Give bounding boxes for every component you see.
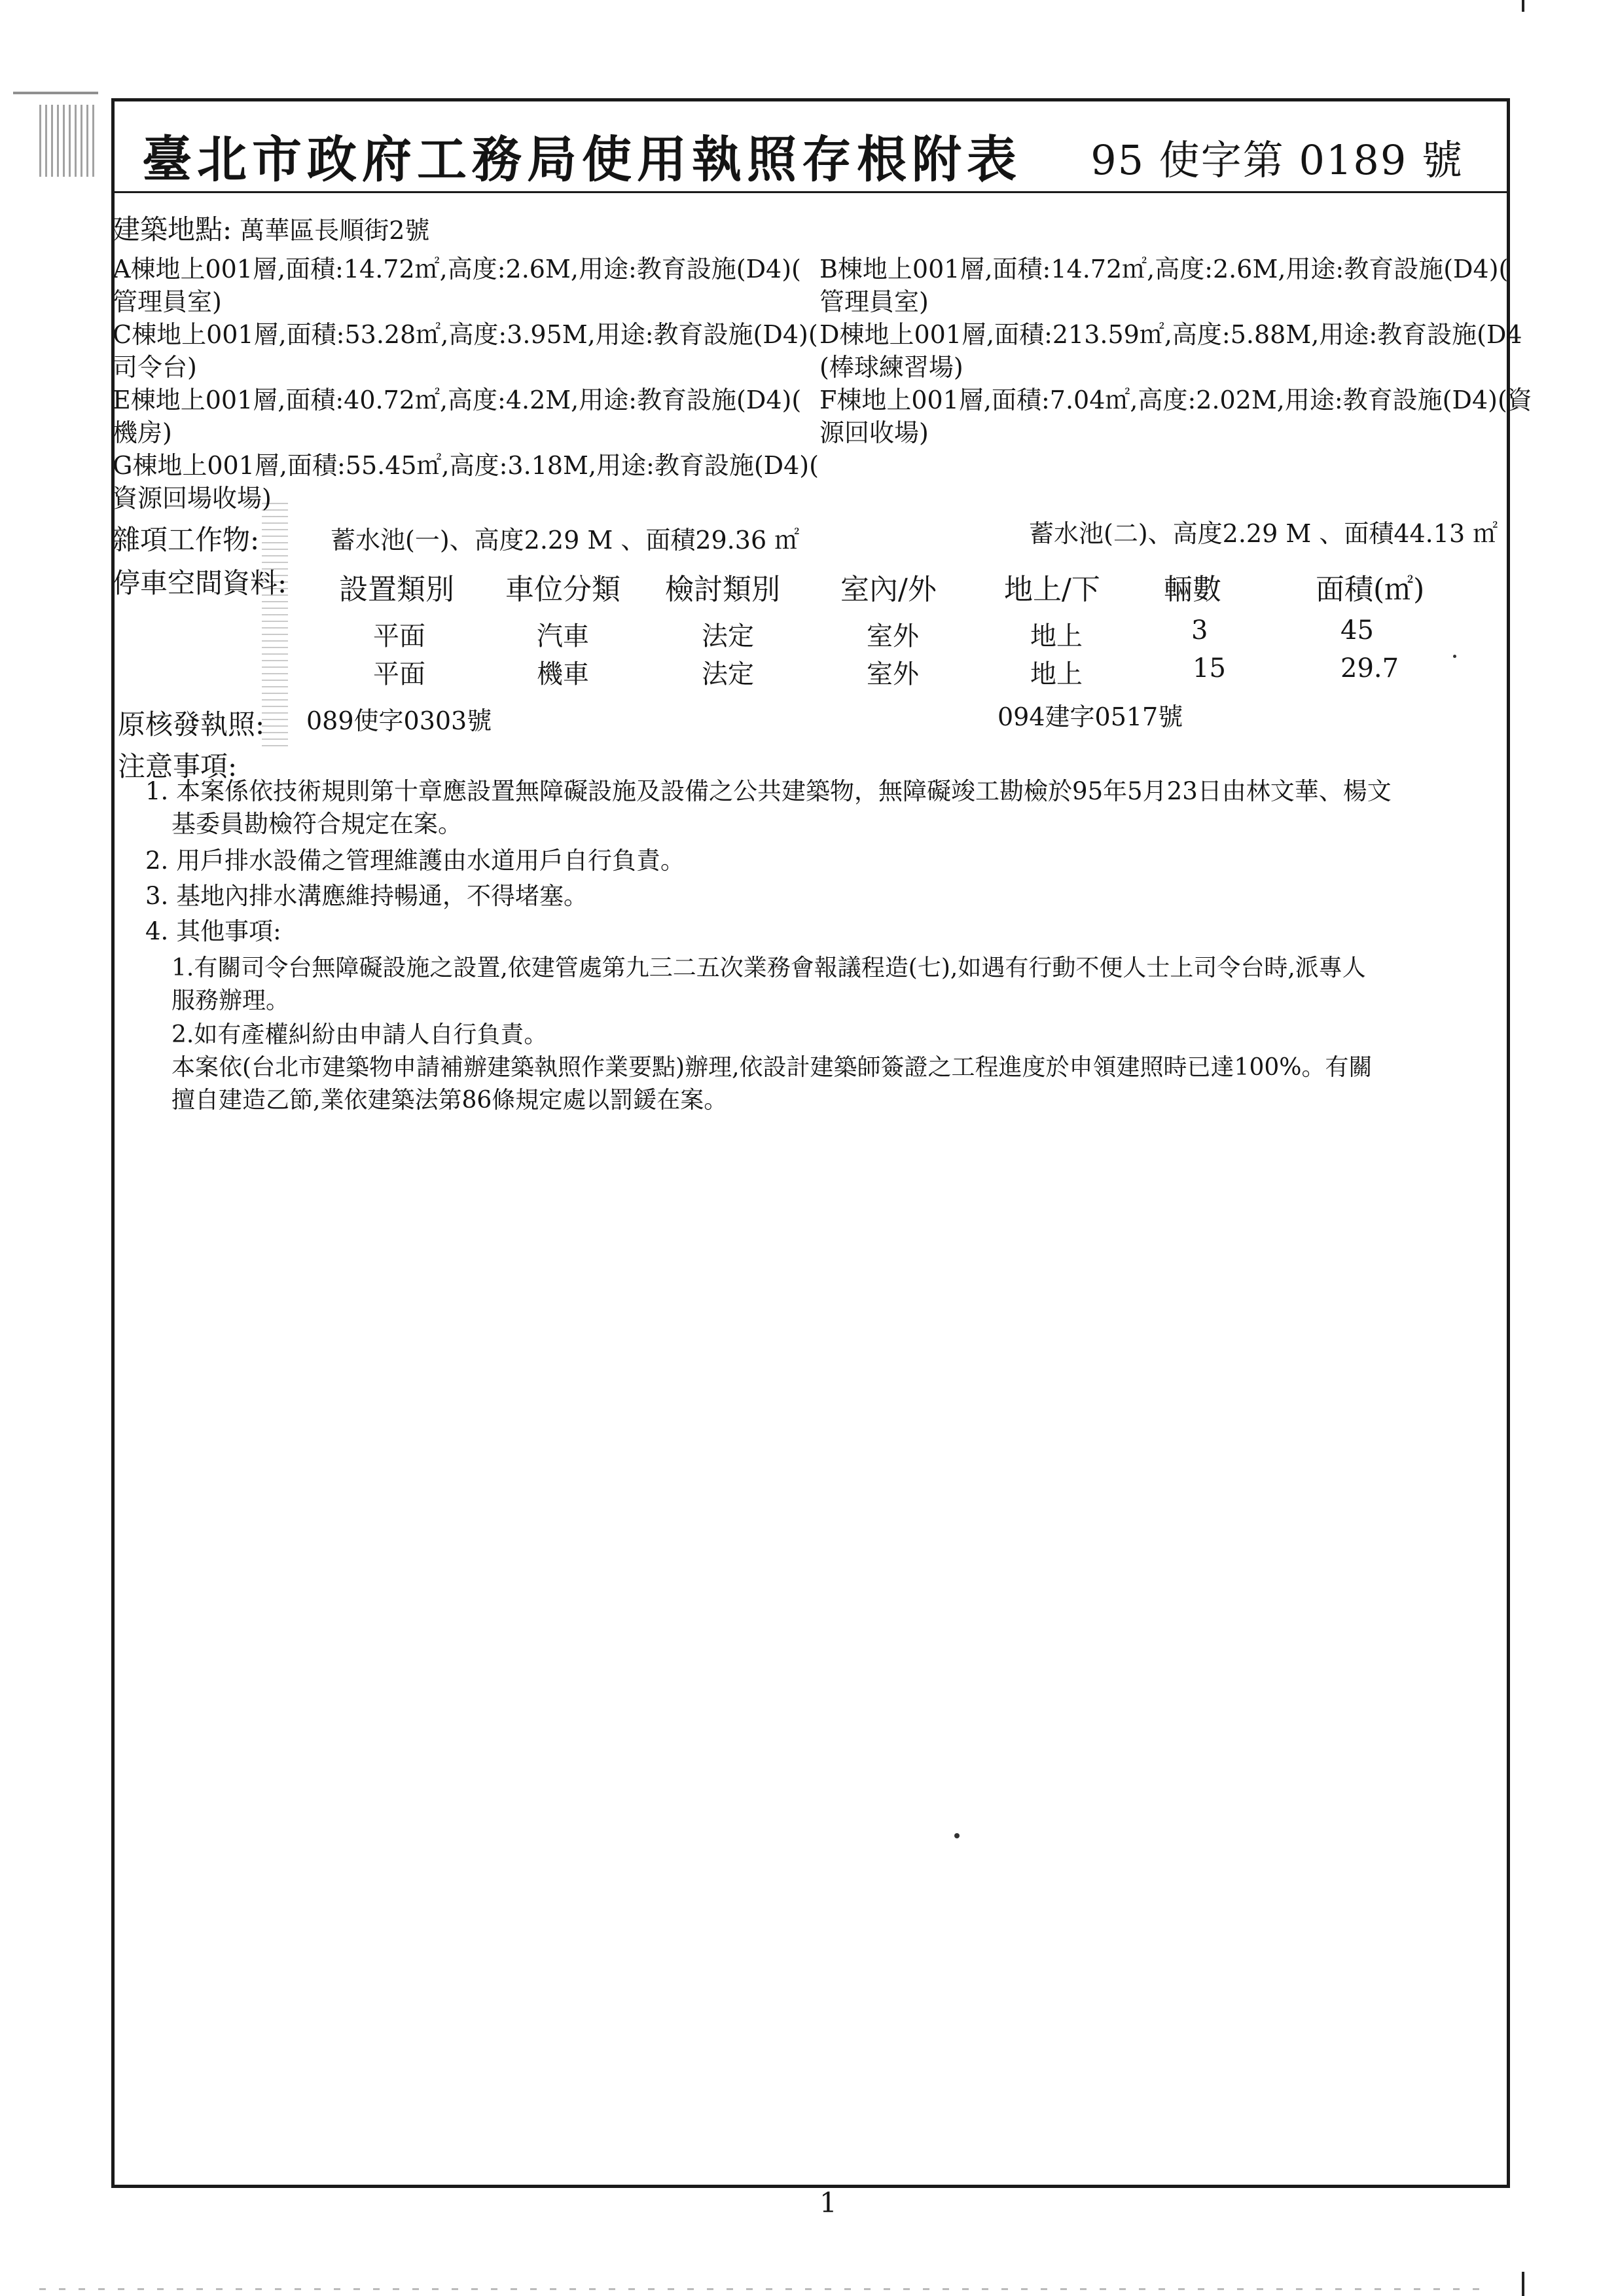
site-row <box>113 213 429 247</box>
building-line: 機房) <box>113 418 172 447</box>
scan-artifact <box>39 105 98 177</box>
permit-number: 95 使字第 0189 號 <box>1090 136 1464 184</box>
parking-cell: 地上 <box>1030 659 1083 689</box>
note-line: 本案依(台北市建築物申請補辦建築執照作業要點)辦理,依設計建築師簽證之工程進度於申領建照時已達100%。有關 <box>171 1054 1373 1081</box>
building-line: 源回收場) <box>819 418 929 447</box>
note-line: 1.有關司令台無障礙設施之設置,依建管處第九三二五次業務會報議程造(七),如遇有行動不便人士上司令台時,派專人 <box>171 955 1366 981</box>
scan-artifact <box>13 92 98 94</box>
building-line: F棟地上001層,面積:7.04㎡,高度:2.02M,用途:教育設施(D4)(資 <box>819 386 1532 414</box>
building-line: B棟地上001層,面積:14.72㎡,高度:2.6M,用途:教育設施(D4)( <box>819 255 1509 283</box>
note-line: 基委員勘檢符合規定在案。 <box>171 810 462 838</box>
misc-label: 雜項工作物: <box>113 524 260 556</box>
building-line: 管理員室) <box>113 287 222 316</box>
parking-cell: 29.7 <box>1340 653 1399 683</box>
site-value: 萬華區長順街2號 <box>240 216 430 245</box>
parking-header: 室內/外 <box>840 573 937 606</box>
parking-cell: 地上 <box>1030 621 1083 651</box>
parking-cell: 汽車 <box>537 621 589 651</box>
building-line: E棟地上001層,面積:40.72㎡,高度:4.2M,用途:教育設施(D4)( <box>113 386 802 414</box>
parking-cell: 45 <box>1340 615 1374 646</box>
title-band <box>115 101 1507 193</box>
parking-label: 停車空間資料: <box>113 567 287 599</box>
original-permit-value: 094建字0517號 <box>998 702 1183 731</box>
note-line: 服務辦理。 <box>171 987 290 1014</box>
note-line: 擅自建造乙節,業依建築法第86條規定處以罰鍰在案。 <box>171 1087 728 1114</box>
misc-row <box>113 524 259 557</box>
parking-header: 設置類別 <box>339 573 454 606</box>
parking-header: 檢討類別 <box>665 573 780 606</box>
parking-cell: 平面 <box>373 659 425 689</box>
note-line: 3. 基地內排水溝應維持暢通，不得堵塞。 <box>145 882 588 910</box>
note-line: 2.如有產權糾紛由申請人自行負責。 <box>171 1021 548 1048</box>
parking-header: 車位分類 <box>505 573 620 606</box>
building-line: A棟地上001層,面積:14.72㎡,高度:2.6M,用途:教育設施(D4)( <box>113 255 801 283</box>
notes-label: 注意事項: <box>118 750 238 782</box>
scan-artifact <box>39 2288 1479 2290</box>
building-line: (棒球練習場) <box>819 353 963 382</box>
building-line: G棟地上001層,面積:55.45㎡,高度:3.18M,用途:教育設施(D4)( <box>113 451 819 480</box>
site-label: 建築地點: <box>113 213 232 246</box>
original-permit-label: 原核發執照: <box>118 708 265 740</box>
note-line: 4. 其他事項: <box>145 917 281 945</box>
scan-artifact <box>1522 2272 1524 2296</box>
parking-cell: 室外 <box>867 621 919 651</box>
parking-header: 地上/下 <box>1004 573 1100 606</box>
parking-cell: 法定 <box>702 621 754 651</box>
parking-header: 輛數 <box>1164 573 1221 606</box>
parking-cell: 3 <box>1191 615 1208 646</box>
parking-cell: 15 <box>1193 653 1226 683</box>
parking-cell: 法定 <box>702 659 754 689</box>
original-permit-value: 089使字0303號 <box>306 706 492 735</box>
building-line: 管理員室) <box>819 287 929 316</box>
note-line: 2. 用戶排水設備之管理維護由水道用戶自行負責。 <box>145 847 685 875</box>
misc-item: 蓄水池(一)、高度2.29 M 、面積29.36 ㎡ <box>331 526 800 555</box>
original-permit-row <box>118 708 264 742</box>
parking-cell: 機車 <box>537 659 589 689</box>
note-line: 1. 本案係依技術規則第十章應設置無障礙設施及設備之公共建築物，無障礙竣工勘檢於95年5月23日由林文華、楊文 <box>145 777 1392 805</box>
scan-artifact <box>1522 0 1524 12</box>
parking-cell: 室外 <box>867 659 919 689</box>
building-line: D棟地上001層,面積:213.59㎡,高度:5.88M,用途:教育設施(D4 <box>819 320 1522 349</box>
misc-item: 蓄水池(二)、高度2.29 M 、面積44.13 ㎡ <box>1029 519 1498 548</box>
parking-header: 面積(㎡) <box>1316 573 1425 606</box>
building-line: C棟地上001層,面積:53.28㎡,高度:3.95M,用途:教育設施(D4)( <box>113 320 818 349</box>
document-title: 臺北市政府工務局使用執照存根附表 <box>142 130 1022 189</box>
building-line: 資源回場收場) <box>113 484 272 513</box>
parking-cell: 平面 <box>373 621 425 651</box>
page-number: 1 <box>819 2187 837 2219</box>
building-line: 司令台) <box>113 353 197 382</box>
